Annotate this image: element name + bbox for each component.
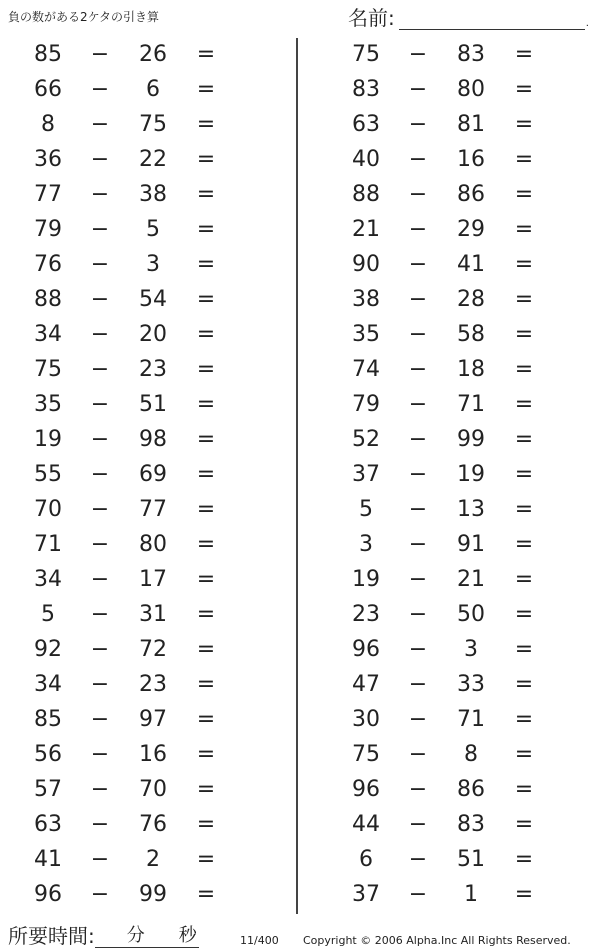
minus-sign: − — [90, 462, 110, 487]
minuend: 77 — [34, 182, 62, 207]
minus-sign: − — [408, 182, 428, 207]
minus-sign: − — [90, 602, 110, 627]
equals-sign: = — [196, 847, 216, 872]
minuend: 8 — [41, 112, 55, 137]
minuend: 34 — [34, 672, 62, 697]
problem-row — [0, 38, 260, 73]
equals-sign: = — [514, 427, 534, 452]
minus-sign: − — [408, 322, 428, 347]
minuend: 96 — [352, 777, 380, 802]
equals-sign: = — [514, 672, 534, 697]
subtrahend: 17 — [139, 567, 167, 592]
minuend: 19 — [352, 567, 380, 592]
problem-row — [318, 598, 578, 633]
minuend: 35 — [34, 392, 62, 417]
minus-sign: − — [408, 777, 428, 802]
page-number: 11/400 — [240, 934, 279, 947]
equals-sign: = — [514, 812, 534, 837]
subtrahend: 77 — [139, 497, 167, 522]
problem-row — [318, 353, 578, 388]
minutes-unit: 分 — [126, 925, 145, 946]
minuend: 34 — [34, 567, 62, 592]
problem-row — [318, 108, 578, 143]
equals-sign: = — [514, 357, 534, 382]
minus-sign: − — [90, 147, 110, 172]
equals-sign: = — [514, 847, 534, 872]
problem-row — [318, 73, 578, 108]
minuend: 23 — [352, 602, 380, 627]
problem-row — [0, 668, 260, 703]
equals-sign: = — [196, 567, 216, 592]
subtrahend: 80 — [139, 532, 167, 557]
subtrahend: 99 — [457, 427, 485, 452]
equals-sign: = — [196, 777, 216, 802]
problem-row — [0, 318, 260, 353]
name-field — [348, 6, 589, 30]
minuend: 52 — [352, 427, 380, 452]
equals-sign: = — [196, 427, 216, 452]
problem-row — [318, 283, 578, 318]
equals-sign: = — [514, 77, 534, 102]
minus-sign: − — [90, 252, 110, 277]
subtrahend: 71 — [457, 707, 485, 732]
subtrahend: 23 — [139, 672, 167, 697]
equals-sign: = — [196, 742, 216, 767]
problem-row — [0, 213, 260, 248]
problem-row — [318, 878, 578, 913]
minuend: 40 — [352, 147, 380, 172]
minuend: 70 — [34, 497, 62, 522]
seconds-unit: 秒 — [178, 925, 197, 946]
subtrahend: 19 — [457, 462, 485, 487]
problem-row — [0, 598, 260, 633]
minus-sign: − — [90, 182, 110, 207]
minuend: 44 — [352, 812, 380, 837]
problem-row — [0, 808, 260, 843]
problem-row — [318, 248, 578, 283]
problem-row — [0, 843, 260, 878]
subtrahend: 23 — [139, 357, 167, 382]
minus-sign: − — [408, 567, 428, 592]
subtrahend: 86 — [457, 777, 485, 802]
minuend: 63 — [34, 812, 62, 837]
problem-row — [318, 458, 578, 493]
subtrahend: 16 — [457, 147, 485, 172]
name-blank-line — [399, 10, 585, 30]
equals-sign: = — [196, 77, 216, 102]
minus-sign: − — [90, 882, 110, 907]
problem-row — [318, 668, 578, 703]
subtrahend: 86 — [457, 182, 485, 207]
minus-sign: − — [408, 112, 428, 137]
problem-row — [0, 143, 260, 178]
equals-sign: = — [196, 532, 216, 557]
minus-sign: − — [90, 847, 110, 872]
minus-sign: − — [408, 252, 428, 277]
minuend: 19 — [34, 427, 62, 452]
subtrahend: 76 — [139, 812, 167, 837]
minuend: 63 — [352, 112, 380, 137]
equals-sign: = — [196, 882, 216, 907]
problem-row — [0, 633, 260, 668]
minuend: 57 — [34, 777, 62, 802]
seconds-blank — [147, 926, 177, 948]
column-divider — [296, 38, 298, 914]
equals-sign: = — [196, 357, 216, 382]
minus-sign: − — [90, 707, 110, 732]
subtrahend: 18 — [457, 357, 485, 382]
minuend: 79 — [34, 217, 62, 242]
minuend: 55 — [34, 462, 62, 487]
minuend: 37 — [352, 882, 380, 907]
subtrahend: 51 — [457, 847, 485, 872]
equals-sign: = — [196, 462, 216, 487]
minus-sign: − — [90, 567, 110, 592]
equals-sign: = — [514, 182, 534, 207]
subtrahend: 8 — [464, 742, 478, 767]
problem-row — [318, 528, 578, 563]
problem-row — [0, 423, 260, 458]
minuend: 35 — [352, 322, 380, 347]
subtrahend: 13 — [457, 497, 485, 522]
problem-row — [318, 633, 578, 668]
equals-sign: = — [514, 497, 534, 522]
minus-sign: − — [408, 742, 428, 767]
minus-sign: − — [408, 42, 428, 67]
subtrahend: 2 — [146, 847, 160, 872]
minuend: 66 — [34, 77, 62, 102]
minuend: 34 — [34, 322, 62, 347]
minuend: 47 — [352, 672, 380, 697]
subtrahend: 69 — [139, 462, 167, 487]
subtrahend: 29 — [457, 217, 485, 242]
minus-sign: − — [90, 357, 110, 382]
problem-row — [0, 878, 260, 913]
minus-sign: − — [90, 672, 110, 697]
equals-sign: = — [196, 497, 216, 522]
minus-sign: − — [90, 742, 110, 767]
minus-sign: − — [90, 777, 110, 802]
equals-sign: = — [514, 42, 534, 67]
equals-sign: = — [196, 252, 216, 277]
problem-row — [318, 563, 578, 598]
equals-sign: = — [196, 42, 216, 67]
subtrahend: 83 — [457, 812, 485, 837]
minuend: 71 — [34, 532, 62, 557]
equals-sign: = — [514, 602, 534, 627]
minus-sign: − — [408, 532, 428, 557]
minus-sign: − — [90, 497, 110, 522]
minuend: 3 — [359, 532, 373, 557]
minus-sign: − — [408, 287, 428, 312]
minus-sign: − — [90, 42, 110, 67]
subtrahend: 91 — [457, 532, 485, 557]
problem-row — [0, 458, 260, 493]
minus-sign: − — [408, 217, 428, 242]
worksheet-title: 負の数がある2ケタの引き算 — [8, 10, 160, 24]
subtrahend: 51 — [139, 392, 167, 417]
subtrahend: 33 — [457, 672, 485, 697]
minus-sign: − — [408, 882, 428, 907]
equals-sign: = — [514, 322, 534, 347]
problem-row — [0, 563, 260, 598]
equals-sign: = — [196, 287, 216, 312]
minus-sign: − — [90, 217, 110, 242]
minuend: 96 — [352, 637, 380, 662]
equals-sign: = — [196, 392, 216, 417]
minuend: 36 — [34, 147, 62, 172]
minus-sign: − — [408, 602, 428, 627]
subtrahend: 31 — [139, 602, 167, 627]
time-spent-field — [8, 924, 199, 948]
subtrahend: 5 — [146, 217, 160, 242]
equals-sign: = — [196, 322, 216, 347]
subtrahend: 80 — [457, 77, 485, 102]
problem-row — [0, 178, 260, 213]
equals-sign: = — [196, 672, 216, 697]
problem-row — [318, 773, 578, 808]
subtrahend: 50 — [457, 602, 485, 627]
equals-sign: = — [196, 602, 216, 627]
subtrahend: 71 — [457, 392, 485, 417]
minus-sign: − — [408, 427, 428, 452]
minuend: 85 — [34, 707, 62, 732]
minuend: 5 — [359, 497, 373, 522]
equals-sign: = — [514, 217, 534, 242]
problem-row — [0, 73, 260, 108]
minus-sign: − — [408, 147, 428, 172]
equals-sign: = — [196, 147, 216, 172]
problem-row — [318, 843, 578, 878]
minus-sign: − — [408, 812, 428, 837]
minuend: 74 — [352, 357, 380, 382]
equals-sign: = — [196, 182, 216, 207]
minus-sign: − — [408, 392, 428, 417]
minuend: 56 — [34, 742, 62, 767]
minuend: 92 — [34, 637, 62, 662]
minuend: 37 — [352, 462, 380, 487]
equals-sign: = — [514, 112, 534, 137]
problem-row — [0, 773, 260, 808]
equals-sign: = — [514, 882, 534, 907]
equals-sign: = — [514, 742, 534, 767]
subtrahend: 54 — [139, 287, 167, 312]
problem-row — [0, 528, 260, 563]
minuend: 41 — [34, 847, 62, 872]
minus-sign: − — [90, 322, 110, 347]
subtrahend: 3 — [464, 637, 478, 662]
subtrahend: 3 — [146, 252, 160, 277]
minuend: 5 — [41, 602, 55, 627]
minus-sign: − — [90, 427, 110, 452]
minus-sign: − — [408, 707, 428, 732]
minus-sign: − — [90, 287, 110, 312]
equals-sign: = — [514, 777, 534, 802]
minus-sign: − — [408, 77, 428, 102]
minuend: 90 — [352, 252, 380, 277]
equals-sign: = — [514, 392, 534, 417]
problem-row — [0, 738, 260, 773]
subtrahend: 41 — [457, 252, 485, 277]
minus-sign: − — [408, 637, 428, 662]
equals-sign: = — [196, 112, 216, 137]
problem-row — [318, 493, 578, 528]
equals-sign: = — [196, 217, 216, 242]
minus-sign: − — [408, 847, 428, 872]
minuend: 75 — [352, 742, 380, 767]
minuend: 96 — [34, 882, 62, 907]
problem-row — [318, 423, 578, 458]
time-spent-label: 所要時間: — [8, 924, 95, 948]
subtrahend: 75 — [139, 112, 167, 137]
minuend: 88 — [352, 182, 380, 207]
equals-sign: = — [514, 532, 534, 557]
minus-sign: − — [90, 77, 110, 102]
equals-sign: = — [514, 252, 534, 277]
minus-sign: − — [90, 532, 110, 557]
subtrahend: 6 — [146, 77, 160, 102]
subtrahend: 20 — [139, 322, 167, 347]
equals-sign: = — [514, 147, 534, 172]
problem-row — [318, 178, 578, 213]
name-label: 名前: — [348, 6, 395, 30]
problem-row — [0, 493, 260, 528]
equals-sign: = — [514, 462, 534, 487]
problem-row — [318, 738, 578, 773]
equals-sign: = — [196, 707, 216, 732]
name-trailing-dot: . — [585, 18, 589, 29]
problem-row — [318, 318, 578, 353]
equals-sign: = — [196, 812, 216, 837]
subtrahend: 72 — [139, 637, 167, 662]
minuend: 76 — [34, 252, 62, 277]
problem-row — [0, 703, 260, 738]
problem-row — [0, 248, 260, 283]
subtrahend: 70 — [139, 777, 167, 802]
minus-sign: − — [90, 637, 110, 662]
subtrahend: 83 — [457, 42, 485, 67]
minuend: 30 — [352, 707, 380, 732]
minuend: 79 — [352, 392, 380, 417]
subtrahend: 26 — [139, 42, 167, 67]
problem-row — [0, 283, 260, 318]
equals-sign: = — [514, 287, 534, 312]
subtrahend: 1 — [464, 882, 478, 907]
minuend: 38 — [352, 287, 380, 312]
subtrahend: 58 — [457, 322, 485, 347]
problem-row — [318, 388, 578, 423]
subtrahend: 22 — [139, 147, 167, 172]
copyright-notice: Copyright © 2006 Alpha.Inc All Rights Reserved. — [303, 934, 571, 947]
minus-sign: − — [90, 812, 110, 837]
subtrahend: 16 — [139, 742, 167, 767]
problem-row — [318, 213, 578, 248]
minus-sign: − — [408, 672, 428, 697]
problem-row — [0, 108, 260, 143]
minus-sign: − — [90, 392, 110, 417]
minus-sign: − — [408, 357, 428, 382]
minuend: 85 — [34, 42, 62, 67]
equals-sign: = — [514, 707, 534, 732]
minuend: 88 — [34, 287, 62, 312]
minutes-blank — [95, 926, 125, 948]
minus-sign: − — [408, 497, 428, 522]
problem-row — [0, 353, 260, 388]
problem-row — [318, 808, 578, 843]
minuend: 75 — [34, 357, 62, 382]
problem-row — [318, 143, 578, 178]
minus-sign: − — [408, 462, 428, 487]
subtrahend: 97 — [139, 707, 167, 732]
problem-row — [318, 38, 578, 73]
problem-row — [0, 388, 260, 423]
equals-sign: = — [514, 567, 534, 592]
equals-sign: = — [196, 637, 216, 662]
subtrahend: 99 — [139, 882, 167, 907]
subtrahend: 21 — [457, 567, 485, 592]
subtrahend: 98 — [139, 427, 167, 452]
subtrahend: 38 — [139, 182, 167, 207]
subtrahend: 81 — [457, 112, 485, 137]
minuend: 75 — [352, 42, 380, 67]
minus-sign: − — [90, 112, 110, 137]
equals-sign: = — [514, 637, 534, 662]
subtrahend: 28 — [457, 287, 485, 312]
minuend: 6 — [359, 847, 373, 872]
problem-row — [318, 703, 578, 738]
minuend: 83 — [352, 77, 380, 102]
minuend: 21 — [352, 217, 380, 242]
